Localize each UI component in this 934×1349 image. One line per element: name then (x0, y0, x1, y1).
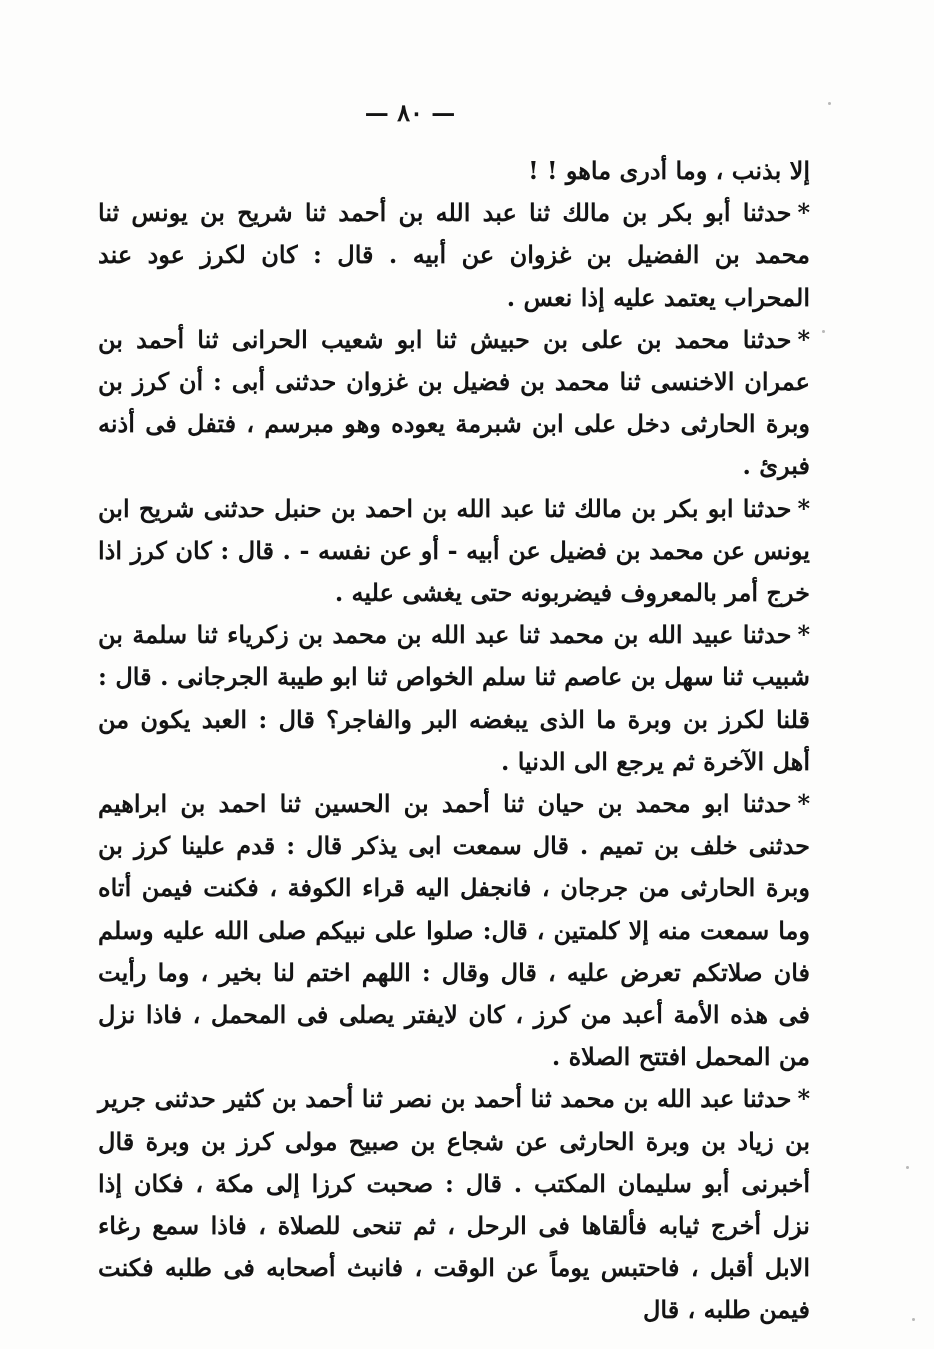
hadith-paragraph (98, 783, 810, 1078)
hadith-paragraph (98, 1078, 810, 1331)
scan-speck (822, 330, 825, 333)
hadith-paragraph (98, 319, 810, 488)
bullet-star: * (797, 198, 810, 228)
page-body-text (98, 150, 810, 1332)
hadith-text: حدثنا أبو بكر بن مالك ثنا عبد الله بن أحمد ثنا شريح بن يونس ثنا محمد بن الفضيل بن غزوان عن أبيه . قال : كان لكرز عود عند المحراب يعتمد عليه إذا نعس . (98, 198, 810, 312)
hadith-text: حدثنا عبيد الله بن محمد ثنا عبد الله بن محمد بن زكرياء ثنا سلمة بن شبيب ثنا سهل بن عاصم ثنا سلم الخواص ثنا ابو طيبة الجرجانى . قال : قلنا لكرز بن وبرة ما الذى يبغضه البر والفاجر؟ قال : العبد يكون من أهل الآخرة ثم يرجع الى الدنيا . (98, 620, 810, 776)
hadith-text: حدثنا ابو محمد بن حيان ثنا أحمد بن الحسين ثنا احمد بن ابراهيم حدثنى خلف بن تميم . قال سمعت ابى يذكر قال : قدم علينا كرز بن وبرة الحارثى من جرجان ، فانجفل اليه قراء الكوفة ، فكنت فيمن أتاه وما سمعت منه إلا كلمتين ، قال: صلوا على نبيكم صلى الله عليه وسلم فان صلاتكم تعرض عليه ، قال وقال : اللهم اختم لنا بخير ، وما رأيت فى هذه الأمة أعبد من كرز ، كان لايفتر يصلى فى المحمل ، فاذا نزل من المحمل افتتح الصلاة . (98, 789, 810, 1072)
hadith-text: حدثنا محمد بن على بن حبيش ثنا ابو شعيب الحرانى ثنا أحمد بن عمران الاخنسى ثنا محمد بن فضيل بن غزوان حدثنى أبى : أن كرز بن وبرة الحارثى دخل على ابن شبرمة يعوده وهو مبرسم ، فتفل فى أذنه فبرئ . (98, 324, 810, 481)
hadith-paragraph (98, 614, 810, 783)
bullet-star: * (797, 620, 810, 650)
hadith-paragraph (98, 488, 810, 615)
bullet-star: * (797, 493, 810, 523)
scan-speck (912, 1318, 915, 1321)
bullet-star: * (797, 1084, 810, 1114)
hadith-paragraph (98, 192, 810, 319)
page-number: — ٨٠ — (364, 98, 456, 127)
bullet-star: * (797, 789, 810, 819)
scan-speck (906, 1166, 909, 1169)
hadith-text: حدثنا ابو بكر بن مالك ثنا عبد الله بن احمد بن حنبل حدثنى شريح ابن يونس عن محمد بن فضيل عن أبيه - أو عن نفسه - . قال : كان كرز اذا خرج أمر بالمعروف فيضربونه حتى يغشى عليه . (98, 493, 810, 608)
paragraph-continuation: إلا بذنب ، وما أدرى ماهو ! ! (528, 156, 810, 185)
bullet-star: * (797, 324, 810, 354)
scan-speck (828, 102, 831, 105)
hadith-text: حدثنا عبد الله بن محمد ثنا أحمد بن نصر ثنا أحمد بن كثير حدثنى جرير بن زياد بن وبرة الحارثى عن شجاع بن صبيح مولى كرز بن وبرة قال أخبرنى أبو سليمان المكتب . قال : صحبت كرزا إلى مكة ، فكان إذا نزل أخرج ثيابه فألقاها فى الرحل ، ثم تنحى للصلاة ، فاذا سمع رغاء الابل أقبل ، فاحتبس يوماً عن الوقت ، فانبث أصحابه فى طلبه فكنت فيمن طلبه ، قال (98, 1084, 810, 1325)
